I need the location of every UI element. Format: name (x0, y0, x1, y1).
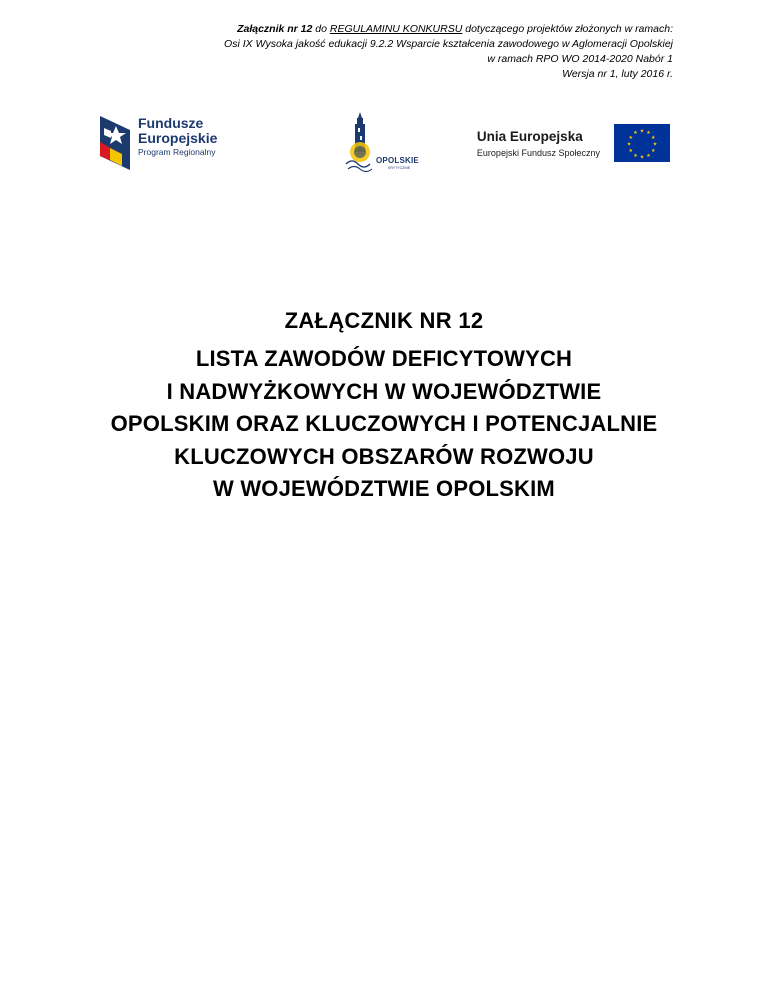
annex-title: ZAŁĄCZNIK NR 12 (284, 308, 484, 333)
fundusze-europejskie-logo (100, 116, 217, 170)
header-regulation-ref: REGULAMINU KONKURSU (329, 23, 463, 35)
opolskie-subtitle: KRYTYCZNIE (388, 166, 411, 170)
fe-subtitle: Program Regionalny (138, 147, 216, 157)
opolskie-tower-icon (342, 110, 426, 180)
svg-text:★: ★ (646, 130, 651, 137)
header-line-1-rest: dotyczącego projektów złożonych w ramach: (462, 23, 673, 35)
header-annex-ref: Załącznik nr 12 (237, 23, 313, 35)
document-title (0, 343, 768, 506)
svg-text:★: ★ (633, 152, 638, 159)
title-line-5: W WOJEWÓDZTWIE OPOLSKIM (213, 476, 555, 501)
eu-flag-icon (614, 124, 670, 162)
header-line-3: w ramach RPO WO 2014-2020 Nabór 1 (487, 53, 673, 65)
svg-text:★: ★ (651, 148, 656, 154)
header-line-1 (73, 22, 673, 37)
ue-subtitle: Europejski Fundusz Społeczny (476, 147, 600, 158)
logo-bar (100, 110, 670, 180)
title-line-3: OPOLSKIM ORAZ KLUCZOWYCH I POTENCJALNIE (110, 411, 658, 436)
svg-text:★: ★ (651, 135, 656, 141)
header-line-4: Wersja nr 1, luty 2016 r. (562, 68, 673, 80)
opolskie-region-logo (342, 110, 426, 180)
svg-text:★: ★ (628, 135, 633, 141)
svg-text:★: ★ (639, 128, 645, 135)
title-line-1: LISTA ZAWODÓW DEFICYTOWYCH (195, 346, 573, 371)
svg-text:★: ★ (633, 130, 638, 137)
header-line-2: Osi IX Wysoka jakość edukacji 9.2.2 Wsparcie kształcenia zawodowego w Aglomeracji Opolskiej (224, 38, 673, 50)
ue-title: Unia Europejska (476, 128, 583, 144)
header-connector: do (312, 23, 330, 35)
svg-text:★: ★ (626, 141, 632, 148)
svg-text:★: ★ (628, 148, 633, 154)
title-line-2: I NADWYŻKOWYCH W WOJEWÓDZTWIE (166, 378, 602, 404)
svg-text:★: ★ (646, 152, 651, 159)
fe-title-line-1: Fundusze (138, 115, 204, 131)
unia-europejska-logo (477, 124, 670, 162)
svg-text:★: ★ (639, 154, 645, 161)
opolskie-name: OPOLSKIE (376, 156, 419, 165)
fundusze-europejskie-icon (100, 116, 130, 170)
title-line-4: KLUCZOWYCH OBSZARÓW ROZWOJU (174, 443, 594, 469)
document-header (73, 22, 673, 82)
fe-title-line-2: Europejskie (138, 130, 218, 146)
svg-text:★: ★ (652, 141, 658, 148)
ue-logo-text (477, 129, 600, 158)
fe-logo-text (138, 116, 217, 157)
